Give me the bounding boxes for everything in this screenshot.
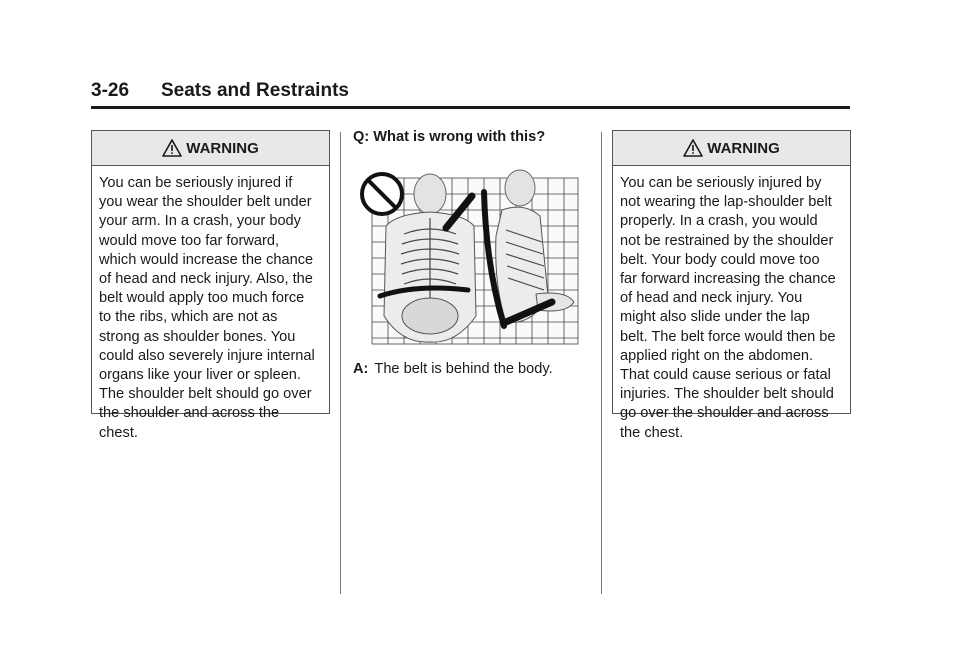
text-line: That could cause serious or fatal <box>620 367 831 384</box>
text-line: go over the shoulder and across <box>620 405 829 422</box>
text-line: chest. <box>99 424 138 441</box>
text-line: The shoulder belt should go over <box>99 386 312 403</box>
warning-text-left <box>92 166 329 443</box>
text-line: injuries. The shoulder belt should <box>620 386 834 403</box>
warning-header-right <box>613 131 850 166</box>
text-line: You can be seriously injured if <box>99 175 293 191</box>
text-line: properly. In a crash, you would <box>620 213 818 230</box>
text-line: not wearing the lap-shoulder belt <box>620 194 832 211</box>
warning-triangle-icon <box>162 139 182 157</box>
warning-triangle-icon <box>683 139 703 157</box>
column-divider-right <box>601 132 602 594</box>
text-line: far forward increasing the chance <box>620 271 836 288</box>
text-line: you wear the shoulder belt under <box>99 194 312 211</box>
question-text: Q: What is wrong with this? <box>353 129 546 145</box>
answer-label: A: <box>353 361 369 377</box>
text-line: could also severely injure internal <box>99 347 315 364</box>
text-line: belt. The belt force would then be <box>620 328 836 345</box>
text-line: applied right on the abdomen. <box>620 347 814 364</box>
text-line: to the ribs, which are not as <box>99 309 278 326</box>
warning-title-right: WARNING <box>707 139 780 157</box>
text-line: You can be seriously injured by <box>620 175 822 191</box>
text-line: organs like your liver or spleen. <box>99 367 301 384</box>
text-line: the chest. <box>620 424 684 441</box>
text-line: of head and neck injury. Also, the <box>99 271 313 288</box>
text-line: would move too far forward, <box>99 232 280 249</box>
column-divider-left <box>340 132 341 594</box>
page-number: 3-26 <box>91 80 130 101</box>
warning-title-left: WARNING <box>186 139 259 157</box>
warning-box-right <box>612 130 851 441</box>
text-line: belt. Your body could move too <box>620 251 820 268</box>
answer-block <box>353 360 593 379</box>
warning-box-left <box>91 130 330 441</box>
text-line: might also slide under the lap <box>620 309 810 326</box>
answer-text: The belt is behind the body. <box>374 361 553 377</box>
text-line: your arm. In a crash, your body <box>99 213 301 230</box>
prohibited-icon <box>362 174 402 214</box>
section-title: Seats and Restraints <box>161 80 349 101</box>
text-line: which would increase the chance <box>99 251 314 268</box>
text-line: of head and neck injury. You <box>620 290 803 307</box>
warning-header-left <box>92 131 329 166</box>
seatbelt-illustration <box>356 166 588 348</box>
warning-text-right <box>613 166 850 443</box>
text-line: strong as shoulder bones. You <box>99 328 296 345</box>
text-line: belt would apply too much force <box>99 290 305 307</box>
page-header <box>91 80 850 109</box>
text-line: not be restrained by the shoulder <box>620 232 834 249</box>
text-line: the shoulder and across the <box>99 405 280 422</box>
